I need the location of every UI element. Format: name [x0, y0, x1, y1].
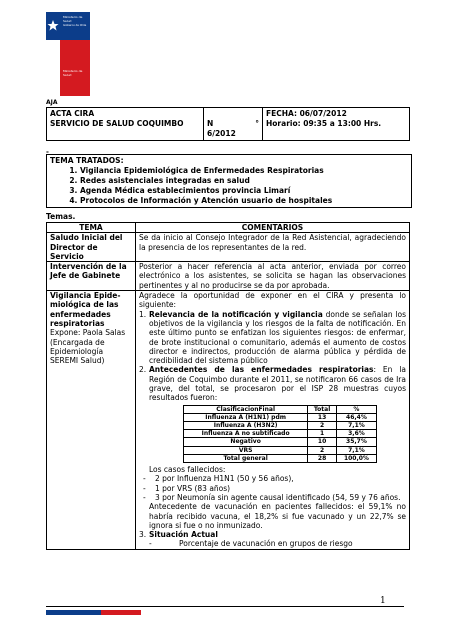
point-1: 1. Relevancia de la notificación y vigilancia donde se señalan los objetivos de la vigilancia y los riesgos de la falta de notificación. En este último punto se enfatizan los siguientes riesgos: de enfermar, de brote institucional o comunitario, además el aumento de costos director e indirectos, producción de alarma pública y pérdida de credibilidad del sistema público [139, 309, 407, 366]
fallecido-item: - 2 por Influenza H1N1 (50 y 56 años), [143, 474, 294, 484]
point-2: 2. Antecedentes de las enfermedades respiratorias: En la Región de Coquimbo durante el 2011, se notificaron 66 casos de Ira grave, del total, se procesaron por el ISP 28 muestras cuyos resultados fueron: [139, 365, 406, 403]
temas-table [46, 222, 410, 550]
topics-list [50, 166, 408, 206]
tema-title: Vigilancia Epide-miológica de las enfermedades respiratorias [50, 291, 121, 328]
servicio-name: SERVICIO DE SALUD COQUIMBO [50, 119, 184, 128]
inner-row: Influenza A (H1N1) pdm 13 46,4% [184, 413, 377, 421]
tema-expositor: Expone: Paola Salas (Encargada de Epidemiología SEREMI Salud) [50, 328, 126, 366]
horario: Horario: 09:35 a 13:00 Hrs. [266, 119, 382, 128]
topics-title: TEMA TRATADOS: [50, 156, 124, 165]
topic-item: 3. Agenda Médica establecimientos provincia Limarí [80, 186, 408, 196]
casos-label: Los casos fallecidos: [149, 465, 226, 475]
svg-text:Salud: Salud [63, 19, 72, 23]
comentario-cell: Se da inicio al Consejo Integrador de la Red Asistencial, agradeciendo la presencia de los representantes de la red. [136, 233, 410, 262]
fallecido-item: - 3 por Neumonía sin agente causal identificado (54, 59 y 76 años. [143, 492, 401, 502]
acta-title: ACTA CIRA [50, 109, 95, 118]
svg-text:Gobierno de Chile: Gobierno de Chile [63, 24, 87, 27]
tema-cell: Intervención de la Jefe de Gabinete [47, 262, 136, 291]
topic-item: 2. Redes asistenciales integradas en salud [80, 176, 408, 186]
intro-text: Agradece la oportunidad de exponer en el CIRA y presenta lo siguiente: [139, 291, 406, 310]
ministerio-salud-logo [46, 12, 90, 96]
col-header-comentarios: COMENTARIOS [136, 223, 410, 233]
comentario-cell [136, 291, 410, 550]
inner-row: Influenza A (H3N2) 2 7,1% [184, 422, 377, 430]
inner-header: % [336, 405, 376, 413]
inner-row: VRS 2 7,1% [184, 446, 377, 454]
inner-row: Negativo 10 35,7% [184, 438, 377, 446]
fecha: FECHA: 06/07/2012 [266, 109, 347, 118]
svg-text:Ministerio de: Ministerio de [63, 15, 83, 19]
fallecido-item: - 1 por VRS (83 años) [143, 483, 231, 493]
comentario-cell: Posterior a hacer referencia al acta anterior, enviada por correo electrónico a los asistentes, se solicita se hagan las observaciones pertinentes y al no producirse se da por aprobada. [136, 262, 410, 291]
inner-row-total: Total general 28 100,0% [184, 454, 377, 462]
tema-cell: Saludo Inicial del Director de Servicio [47, 233, 136, 262]
vacunacion-text: Antecedente de vacunación en pacientes fallecidos: el 59,1% no habría recibido vacuna, el 18,2% si fue vacunado y un 22,7% se ignora si fue o no inmunizado. [149, 502, 406, 530]
resultados-table [183, 405, 377, 463]
page-number: 1 [380, 596, 386, 606]
table-row [47, 291, 410, 550]
inner-header: ClasificacionFinal [184, 405, 308, 413]
acta-number-label: N ° [207, 119, 259, 128]
acta-number: 6/2012 [207, 129, 236, 138]
table-row [47, 233, 410, 262]
footer-red-bar [101, 610, 141, 615]
topic-item: 1. Vigilancia Epidemiológica de Enfermedades Respiratorias [80, 166, 408, 176]
separator-dash: - [46, 148, 49, 156]
topic-item: 4. Protocolos de Información y Atención usuario de hospitales [80, 196, 408, 206]
inner-row: Influenza A no subtificado 1 3,6% [184, 430, 377, 438]
table-row [47, 262, 410, 291]
situacion-item: - Porcentaje de vacunación en grupos de riesgo [149, 539, 353, 549]
document-code: AJA [46, 99, 58, 106]
tema-cell [47, 291, 136, 550]
temas-label: Temas. [46, 212, 76, 221]
col-header-tema: TEMA [47, 223, 136, 233]
footer-rule [46, 606, 404, 607]
svg-text:Salud: Salud [63, 73, 72, 77]
header-table [46, 107, 410, 141]
inner-header: Total [308, 405, 337, 413]
topics-box [46, 154, 412, 208]
point-3: 3. Situación Actual [139, 530, 218, 540]
svg-text:Ministerio de: Ministerio de [63, 69, 83, 73]
footer-blue-bar [46, 610, 101, 615]
